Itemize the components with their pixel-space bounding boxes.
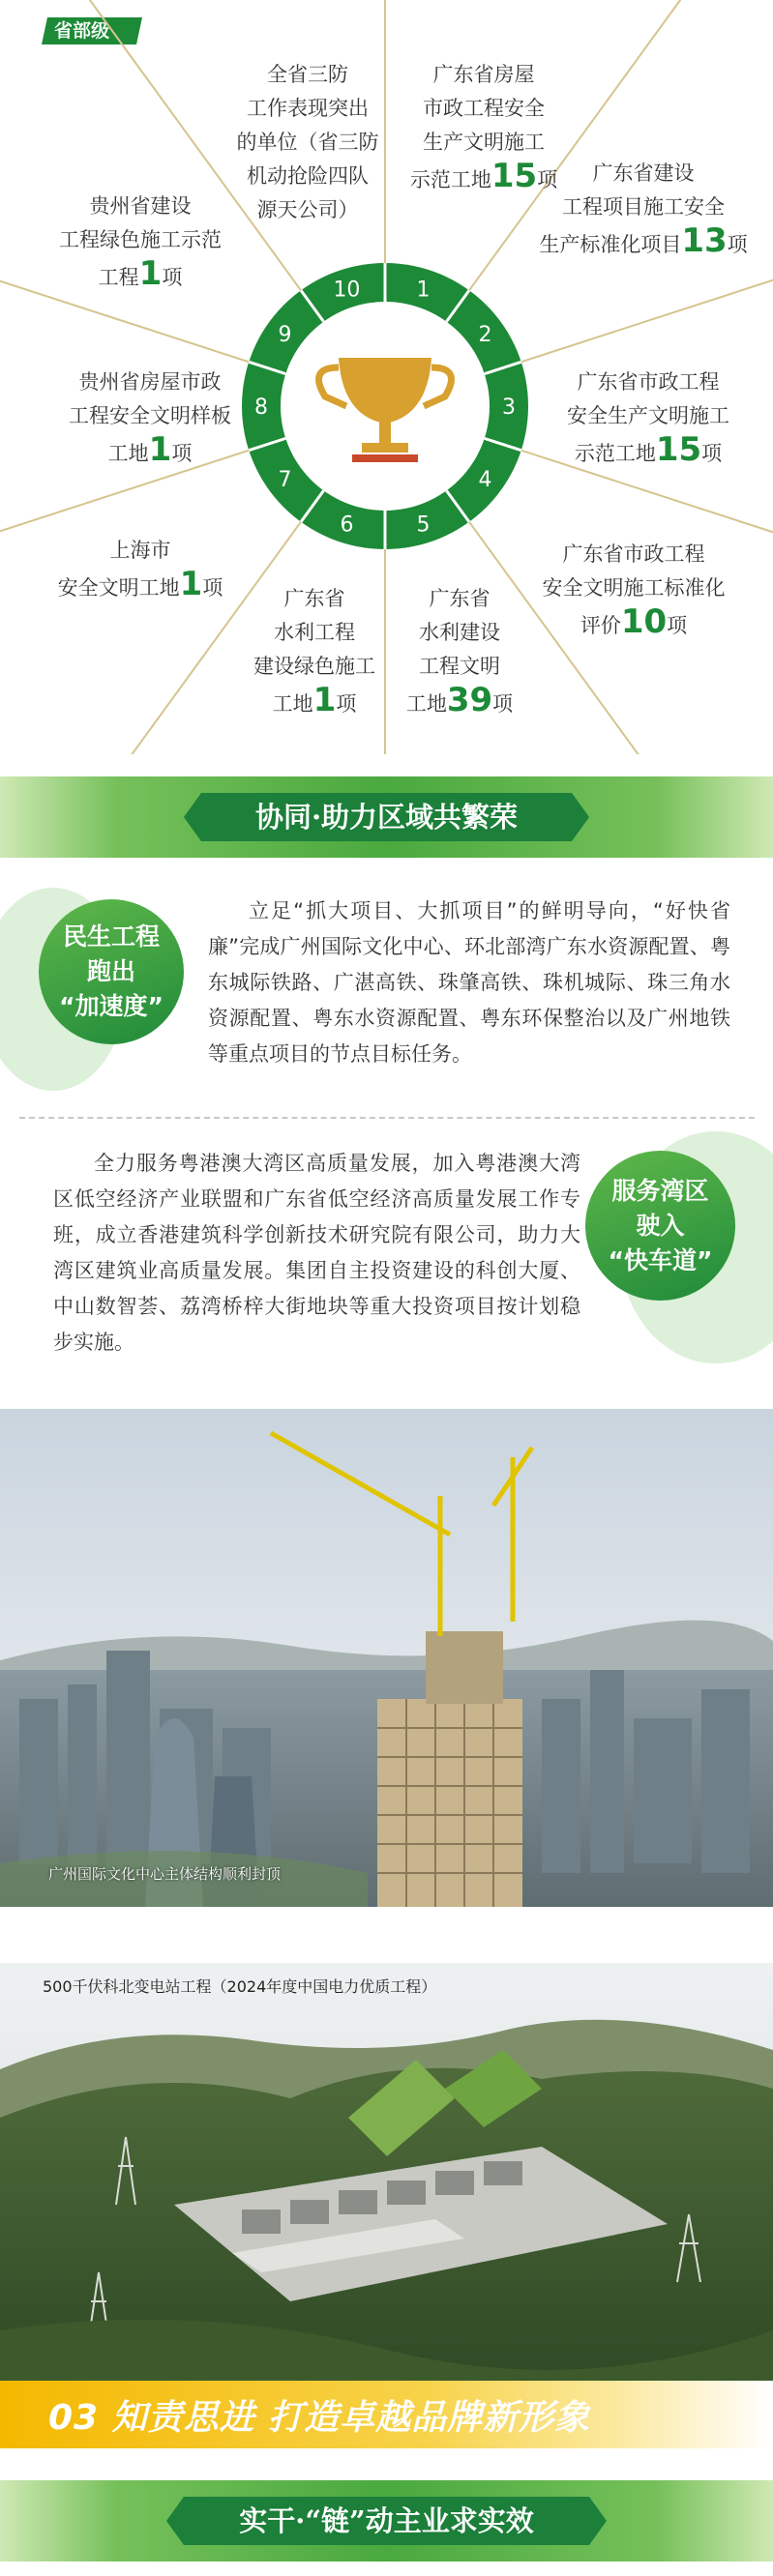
award-line: 工作表现突出: [247, 97, 369, 120]
badge-livelihood-line2: 跑出: [86, 957, 135, 985]
wheel-segment-number: 4: [478, 468, 492, 493]
badge-bay-area: [585, 1151, 735, 1301]
award-line: 市政工程安全: [423, 97, 545, 120]
section3-heading-strip: [0, 2381, 773, 2448]
photo-cultural-center-image: [0, 1409, 773, 1907]
badge-bay-line3: “快车道”: [608, 1245, 713, 1274]
award-item: [221, 58, 395, 227]
award-line: 广东省市政工程: [562, 542, 705, 566]
wheel-segment-number: 8: [254, 395, 268, 420]
award-count: 1: [148, 430, 172, 469]
award-unit: 项: [727, 233, 748, 256]
badge-bay-line2: 驶入: [636, 1211, 685, 1240]
banner-band-1: [0, 776, 773, 858]
badge-livelihood-line3: “加速度”: [59, 992, 164, 1020]
award-line: 生产文明施工: [423, 131, 545, 154]
award-line: 的单位（省三防: [236, 131, 379, 154]
award-unit: 项: [701, 442, 723, 465]
block2-paragraph: 全力服务粤港澳大湾区高质量发展，加入粤港澳大湾区低空经济产业联盟和广东省低空经济高质量发展工作专班，成立香港建筑科学创新技术研究院有限公司，助力大湾区建筑业高质量发展。集团自主投资建设的科创大厦、中山数智荟、荔湾桥梓大街地块等重大投资项目按计划稳步实施。: [53, 1152, 580, 1354]
award-line: 安全文明工地1项: [57, 565, 223, 603]
award-count: 15: [655, 430, 702, 469]
award-line: 源天公司）: [256, 198, 359, 221]
award-item: [537, 157, 750, 262]
award-line: 工地1项: [272, 681, 357, 719]
award-line: 工程项目施工安全: [562, 195, 725, 219]
award-section: [0, 0, 773, 754]
award-line: 广东省: [429, 587, 491, 610]
wheel-segment-number: 6: [340, 512, 354, 538]
badge-bay-line1: 服务湾区: [611, 1176, 709, 1205]
photo1-caption: 广州国际文化中心主体结构顺利封顶: [48, 1865, 282, 1883]
section3-title: 03 知责思进 打造卓越品牌新形象: [48, 2398, 591, 2438]
badge-livelihood-line1: 民生工程: [62, 922, 160, 951]
award-item: [29, 366, 271, 471]
award-line: 工地1项: [107, 430, 193, 469]
award-line: 工程文明: [419, 655, 500, 678]
wheel-segment-number: 10: [333, 278, 361, 303]
photo2-caption: 500千伏科北变电站工程（2024年度中国电力优质工程）: [43, 1977, 437, 1996]
award-line: 广东省房屋: [432, 63, 535, 86]
award-line: 工程绿色施工示范: [59, 228, 222, 251]
photo-substation: [0, 1963, 773, 2381]
block1-paragraph: 立足“抓大项目、大抓项目”的鲜明导向，“好快省廉”完成广州国际文化中心、环北部湾广东水资源配置、粤东城际铁路、广湛高铁、珠肇高铁、珠机城际、珠三角水资源配置、粤东水资源配置、粤东环保整治以及广州地铁等重点项目的节点目标任务。: [208, 899, 730, 1066]
award-line: 上海市: [109, 539, 171, 562]
award-line: 工地39项: [405, 681, 514, 719]
award-line: 广东省: [283, 587, 345, 610]
award-line: 安全文明施工标准化: [542, 576, 726, 600]
photo-substation-image: [0, 1963, 773, 2381]
award-line: 贵州省建设: [89, 194, 192, 218]
award-line: 生产标准化项目13项: [539, 221, 748, 260]
award-line: 示范工地15项: [574, 430, 723, 469]
award-line: 评价10项: [580, 602, 688, 641]
award-item: [34, 190, 247, 295]
award-line: 工程安全文明样板: [69, 404, 231, 427]
award-count: 1: [138, 254, 163, 293]
award-unit: 项: [336, 692, 357, 716]
level-tag-label: 省部级: [54, 20, 110, 42]
award-count: 1: [179, 565, 203, 603]
award-count: 39: [446, 681, 493, 719]
award-line: 贵州省房屋市政: [78, 370, 222, 394]
award-item: [392, 582, 527, 721]
award-line: 建设绿色施工: [253, 655, 375, 678]
award-line: 工程1项: [98, 254, 183, 293]
wheel-segment-number: 9: [278, 322, 292, 347]
award-count: 15: [491, 157, 538, 195]
wheel-segment-number: 2: [478, 322, 492, 347]
banner-title-2: 实干·“链”动主业求实效: [184, 2497, 589, 2545]
wheel-segment-number: 3: [502, 395, 516, 420]
award-item: [223, 582, 406, 721]
award-item: [537, 366, 759, 471]
award-line: 全省三防: [267, 63, 348, 86]
award-unit: 项: [537, 168, 558, 191]
award-item: [513, 538, 755, 643]
wheel-segment-number: 1: [416, 278, 431, 303]
banner-band-2: [0, 2480, 773, 2561]
award-line: 水利工程: [274, 621, 355, 644]
photo-cultural-center: [0, 1409, 773, 1907]
award-unit: 项: [202, 576, 223, 600]
wheel-segment-number: 5: [416, 512, 431, 538]
award-line: 安全生产文明施工: [567, 404, 729, 427]
award-line: 示范工地15项: [409, 157, 558, 195]
award-count: 1: [312, 681, 337, 719]
award-line: 机动抢险四队: [247, 164, 369, 188]
award-count: 10: [620, 602, 668, 641]
dashed-divider: [19, 1117, 755, 1119]
award-line: 广东省市政工程: [577, 370, 720, 394]
award-line: 广东省建设: [592, 161, 695, 185]
award-unit: 项: [162, 266, 183, 289]
badge-livelihood: [39, 899, 184, 1044]
award-line: 水利建设: [419, 621, 500, 644]
wheel-segment-number: 7: [278, 468, 292, 493]
award-item: [39, 534, 242, 605]
award-count: 13: [681, 221, 728, 260]
award-unit: 项: [171, 442, 193, 465]
award-unit: 项: [492, 692, 514, 716]
award-unit: 项: [667, 614, 688, 637]
banner-title-1: 协同·助力区域共繁荣: [201, 793, 572, 841]
